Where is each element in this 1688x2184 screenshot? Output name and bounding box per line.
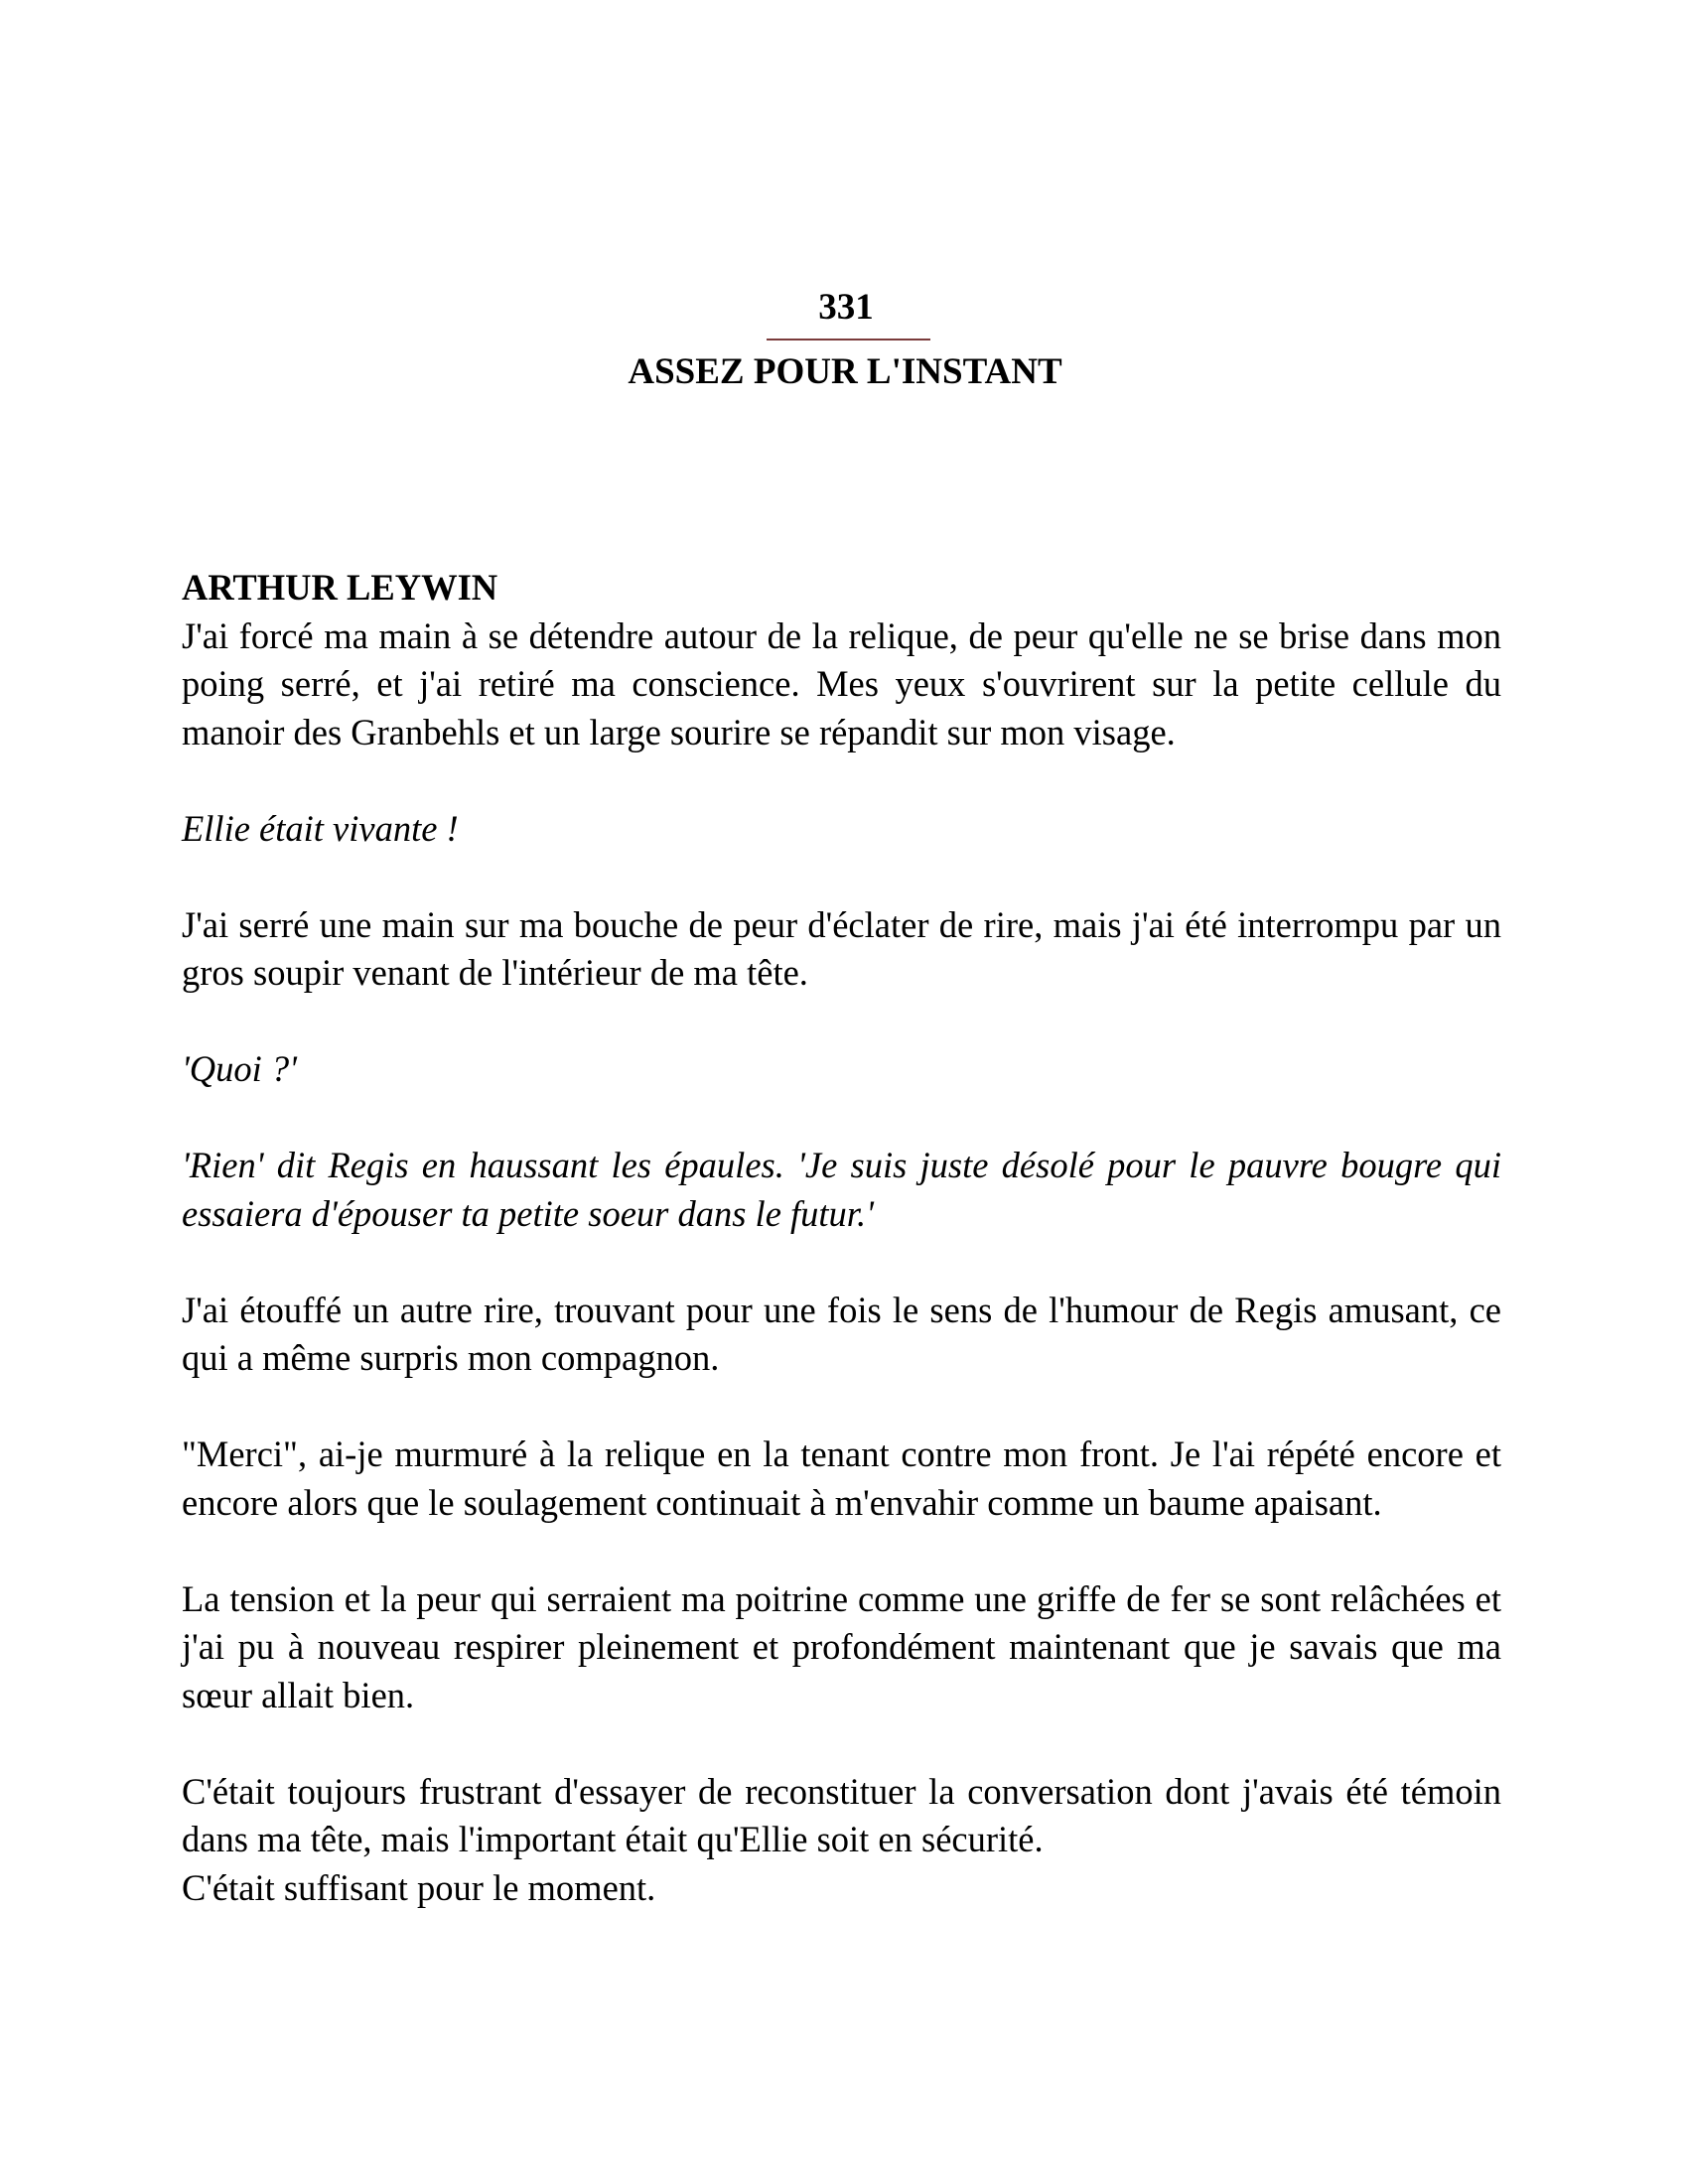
chapter-number: 331 bbox=[818, 287, 874, 328]
thought-paragraph: 'Rien' dit Regis en haussant les épaules. 'Je suis juste désolé pour le pauvre bougre qui essaiera d'épouser ta petite soeur dans le futur.' bbox=[182, 1145, 1501, 1234]
chapter-title: ASSEZ POUR L'INSTANT bbox=[628, 351, 1062, 392]
thought-paragraph: 'Quoi ?' bbox=[182, 1048, 297, 1089]
paragraph: J'ai étouffé un autre rire, trouvant pour une fois le sens de l'humour de Regis amusant, ce qui a même surpris mon compagnon. bbox=[182, 1289, 1501, 1378]
pov-heading: ARTHUR LEYWIN bbox=[182, 567, 498, 608]
chapter-body bbox=[182, 564, 1501, 1912]
paragraph-text: C'était toujours frustrant d'essayer de reconstituer la conversation dont j'avais été témoin dans ma tête, mais l'important était qu'Ellie soit en sécurité. bbox=[182, 1770, 1501, 1859]
title-divider bbox=[767, 339, 930, 341]
thought-paragraph: Ellie était vivante ! bbox=[182, 807, 459, 849]
chapter-header bbox=[0, 286, 1688, 394]
paragraph: La tension et la peur qui serraient ma poitrine comme une griffe de fer se sont relâchées et j'ai pu à nouveau respirer pleinement et profondément maintenant que je savais que ma sœur allait bien. bbox=[182, 1577, 1501, 1715]
paragraph: "Merci", ai-je murmuré à la relique en la tenant contre mon front. Je l'ai répété encore et encore alors que le soulagement continuait à m'envahir comme un baume apaisant. bbox=[182, 1433, 1501, 1523]
closing-line: C'était suffisant pour le moment. bbox=[182, 1866, 656, 1908]
paragraph: J'ai forcé ma main à se détendre autour de la relique, de peur qu'elle ne se brise dans mon poing serré, et j'ai retiré ma conscience. Mes yeux s'ouvrirent sur la petite cellule du manoir des Granbehls et un large sourire se répandit sur mon visage. bbox=[182, 614, 1501, 752]
final-paragraph bbox=[182, 1768, 1501, 1913]
paragraph: J'ai serré une main sur ma bouche de peur d'éclater de rire, mais j'ai été interrompu par un gros soupir venant de l'intérieur de ma tête. bbox=[182, 903, 1501, 993]
